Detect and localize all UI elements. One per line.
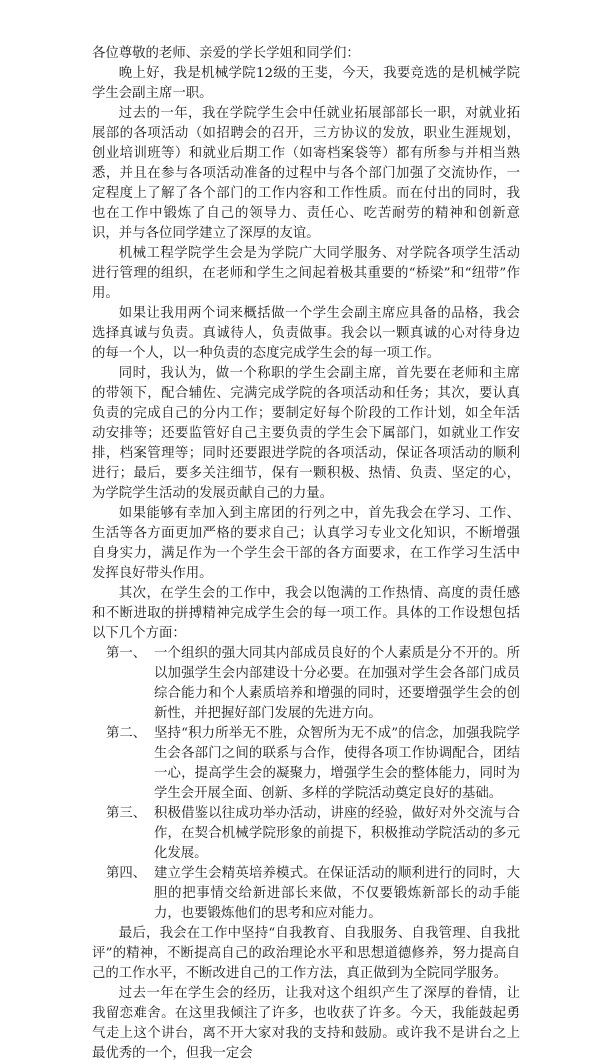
plan-item-number: 第二、 xyxy=(106,726,147,741)
plan-item-number: 第一、 xyxy=(106,646,147,661)
plan-item-4 xyxy=(106,864,520,924)
plan-item-1 xyxy=(106,644,520,724)
document-page xyxy=(92,44,520,1064)
plan-item-3 xyxy=(106,804,520,864)
paragraph-work-plan-intro: 其次，在学生会的工作中，我会以饱满的工作热情、高度的责任感和不断进取的拼搏精神完成学生会的每一项工作。具体的工作设想包括以下几个方面： xyxy=(92,586,520,641)
paragraph-student-union-role: 机械工程学院学生会是为学院广大同学服务、对学院各项学生活动进行管理的组织，在老师和学生之间起着极其重要的“桥梁”和“纽带”作用。 xyxy=(92,246,520,301)
salutation: 各位尊敬的老师、亲爱的学长学姐和同学们： xyxy=(92,46,360,61)
paragraph-sincerity-responsibility: 如果让我用两个词来概括做一个学生会副主席应具备的品格，我会选择真诚与负责。真诚待人，负责做事。我会以一颗真诚的心对待身边的每一个人，以一种负责的态度完成学生会的每一项工作。 xyxy=(92,306,520,361)
plan-item-text: 一个组织的强大同其内部成员良好的个人素质是分不开的。所以加强学生会内部建设十分必要。在加强对学生会各部门成员综合能力和个人素质培养和增强的同时，还要增强学生会的创新性，并把握好部门发展的先进方向。 xyxy=(154,646,520,721)
paragraph-duties: 同时，我认为，做一个称职的学生会副主席，首先要在老师和主席的带领下，配合辅佐、完满完成学院的各项活动和任务；其次，要认真负责的完成自己的分内工作；要制定好每个阶段的工作计划，如全年活动安排等；还要监管好自己主要负责的学生会下属部门，如就业工作安排，档案管理等；同时还要跟进学院的各项活动，保证各项活动的顺利进行；最后，要多关注细节，保有一颗积极、热情、负责、坚定的心，为学院学生活动的发展贡献自己的力量。 xyxy=(92,366,520,501)
paragraph-closing: 过去一年在学生会的经历，让我对这个组织产生了深厚的眷情，让我留恋难舍。在这里我倾注了许多，也收获了许多。今天，我能鼓起勇气走上这个讲台，离不开大家对我的支持和鼓励。或许我不是讲台之上最优秀的一个，但我一定会 xyxy=(92,986,520,1061)
plan-item-text: 建立学生会精英培养模式。在保证活动的顺利进行的同时，大胆的把事情交给新进部长来做，不仅要锻炼新部长的动手能力，也要锻炼他们的思考和应对能力。 xyxy=(154,866,520,921)
plan-item-text: 坚持“积力所举无不胜，众智所为无不成”的信念，加强我院学生会各部门之间的联系与合作，使得各项工作协调配合，团结一心，提高学生会的凝聚力，增强学生会的整体能力，同时为学生会开展全面、创新、多样的学院活动奠定良好的基础。 xyxy=(154,726,520,801)
paragraph-greeting: 晚上好，我是机械学院12级的王斐，今天，我要竞选的是机械学院学生会副主席一职。 xyxy=(92,66,520,101)
plan-item-2 xyxy=(106,724,520,804)
plan-item-number: 第三、 xyxy=(106,806,147,821)
paragraph-finally: 最后，我会在工作中坚持“自我教育、自我服务、自我管理、自我批评”的精神，不断提高自己的政治理论水平和思想道德修养，努力提高自己的工作水平，不断改进自己的工作方法，真正做到为全院同学服务。 xyxy=(92,926,520,981)
plan-item-text: 积极借鉴以往成功举办活动，讲座的经验，做好对外交流与合作，在契合机械学院形象的前提下，积极推动学院活动的多元化发展。 xyxy=(154,806,520,861)
paragraph-past-year: 过去的一年，我在学院学生会中任就业拓展部部长一职，对就业拓展部的各项活动（如招聘会的召开，三方协议的发放，职业生涯规划，创业培训班等）和就业后期工作（如寄档案袋等）都有所参与并相当熟悉，并且在参与各项活动准备的过程中与各个部门加强了交流协作，一定程度上了解了各个部门的工作内容和工作性质。而在付出的同时，我也在工作中锻炼了自己的领导力、责任心、吃苦耐劳的精神和创新意识，并与各位同学建立了深厚的友谊。 xyxy=(92,106,520,241)
paragraph-self-requirements: 如果能够有幸加入到主席团的行列之中，首先我会在学习、工作、生活等各方面更加严格的要求自己；认真学习专业文化知识，不断增强自身实力，满足作为一个学生会干部的各方面要求，在工作学习生活中发挥良好带头作用。 xyxy=(92,506,520,581)
plan-item-number: 第四、 xyxy=(106,866,147,881)
